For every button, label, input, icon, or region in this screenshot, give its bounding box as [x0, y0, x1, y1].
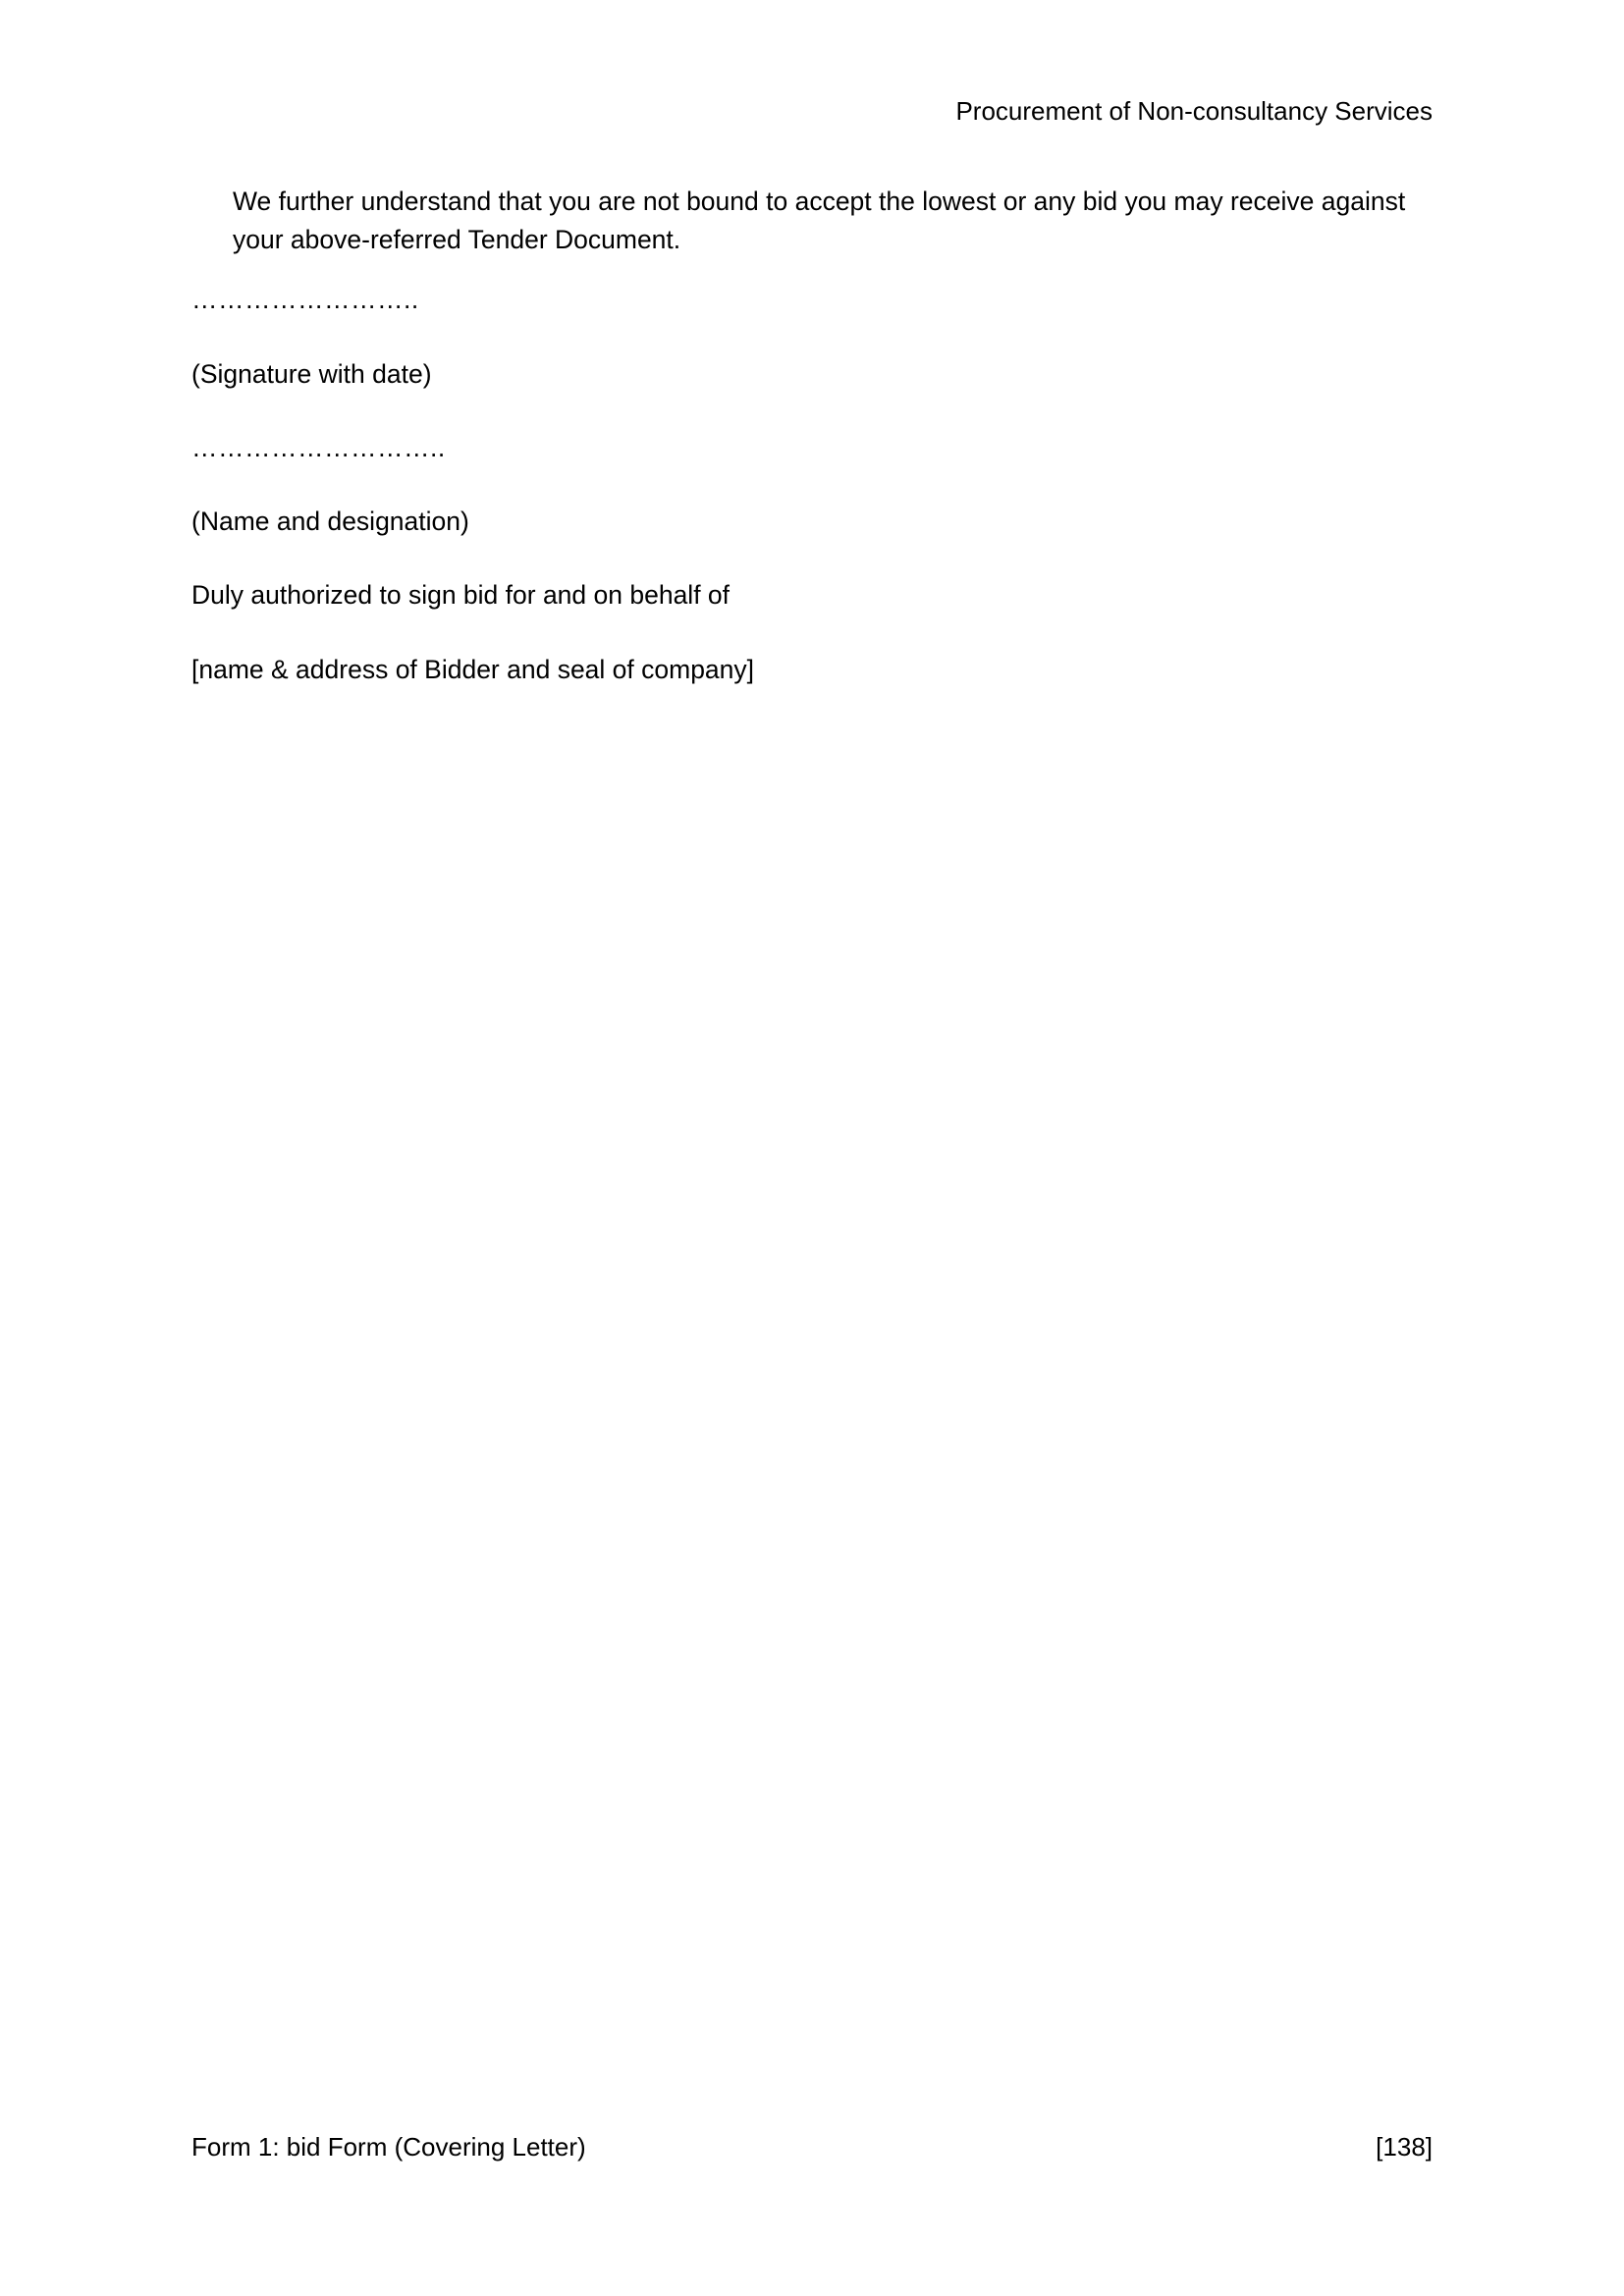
signature-label: (Signature with date) [191, 358, 432, 389]
page-header [191, 94, 1433, 129]
authorization-line: Duly authorized to sign bid for and on behalf of [191, 580, 731, 611]
footer-form-label: Form 1: bid Form (Covering Letter) [191, 2132, 586, 2162]
bidder-name-address-line: [name & address of Bidder and seal of company] [191, 654, 755, 684]
page-footer [191, 2132, 1433, 2163]
name-designation-label: (Name and designation) [191, 507, 469, 537]
document-body [191, 183, 1434, 689]
paragraph-further-understand: We further understand that you are not bound to accept the lowest or any bid you may receive against your above-referred Tender Document. [233, 187, 1406, 255]
name-dotted-line: ……………………….. [191, 432, 446, 462]
header-title: Procurement of Non-consultancy Services [955, 96, 1433, 126]
footer-page-number: [138] [1376, 2132, 1433, 2162]
signature-dotted-line: …………………….. [191, 285, 419, 315]
